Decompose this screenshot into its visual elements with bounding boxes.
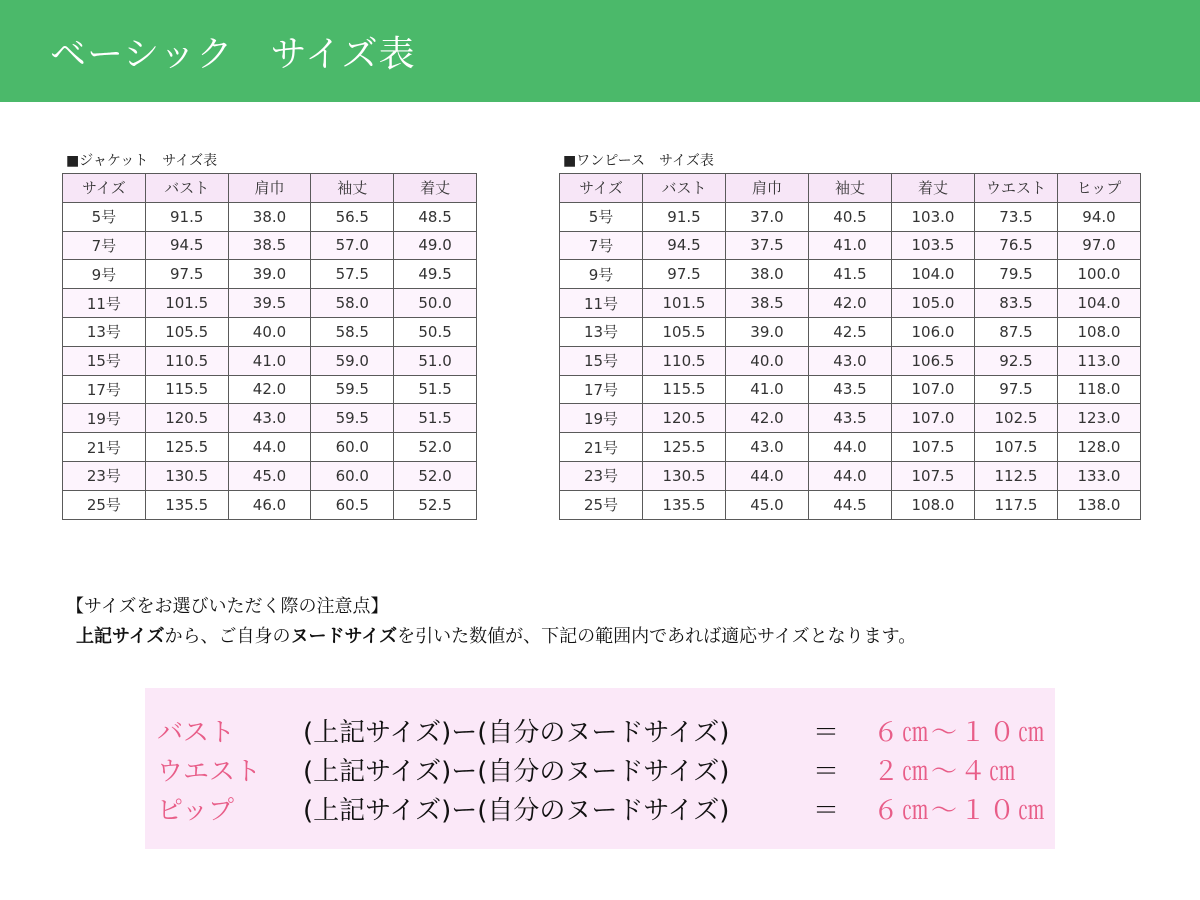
size-cell: 13号 (63, 317, 146, 346)
measurement-cell: 83.5 (975, 289, 1058, 318)
dress-table-caption: ■ワンピース サイズ表 (563, 153, 714, 169)
measurement-cell: 107.5 (975, 433, 1058, 462)
size-cell: 5号 (63, 202, 146, 231)
measurement-cell: 44.5 (809, 490, 892, 519)
measurement-cell: 57.5 (311, 260, 394, 289)
size-cell: 7号 (63, 231, 146, 260)
measurement-cell: 41.0 (228, 346, 311, 375)
measurement-cell: 97.5 (643, 260, 726, 289)
measurement-cell: 49.5 (394, 260, 477, 289)
notes-emphasis-listed-size: 上記サイズ (76, 626, 165, 647)
table-row (560, 289, 1141, 318)
formula-box (145, 688, 1055, 849)
measurement-cell: 94.0 (1058, 202, 1141, 231)
measurement-cell: 138.0 (1058, 490, 1141, 519)
measurement-cell: 107.0 (892, 375, 975, 404)
measurement-cell: 42.5 (809, 317, 892, 346)
measurement-cell: 101.5 (145, 289, 228, 318)
table-row (63, 231, 477, 260)
measurement-cell: 102.5 (975, 404, 1058, 433)
measurement-cell: 130.5 (643, 461, 726, 490)
measurement-cell: 58.0 (311, 289, 394, 318)
notes-heading: 【サイズをお選びいただく際の注意点】 (66, 596, 389, 617)
measurement-cell: 123.0 (1058, 404, 1141, 433)
measurement-cell: 110.5 (145, 346, 228, 375)
measurement-cell: 43.0 (228, 404, 311, 433)
measurement-cell: 92.5 (975, 346, 1058, 375)
size-cell: 11号 (560, 289, 643, 318)
measurement-cell: 40.5 (809, 202, 892, 231)
column-header: 着丈 (892, 174, 975, 203)
measurement-cell: 97.0 (1058, 231, 1141, 260)
measurement-cell: 43.5 (809, 404, 892, 433)
size-cell: 15号 (560, 346, 643, 375)
notes-text: から、ご自身の (164, 626, 291, 647)
formula-result: ６㎝～１０㎝ (873, 796, 1048, 826)
measurement-cell: 40.0 (726, 346, 809, 375)
measurement-cell: 51.5 (394, 404, 477, 433)
size-cell: 13号 (560, 317, 643, 346)
measurement-cell: 133.0 (1058, 461, 1141, 490)
size-cell: 15号 (63, 346, 146, 375)
formula-result: ６㎝～１０㎝ (873, 718, 1048, 748)
formula-expression: (上記サイズ)ー(自分のヌードサイズ) (303, 757, 730, 787)
measurement-cell: 39.0 (228, 260, 311, 289)
measurement-cell: 59.5 (311, 404, 394, 433)
table-row (560, 461, 1141, 490)
size-cell: 19号 (560, 404, 643, 433)
measurement-cell: 94.5 (145, 231, 228, 260)
measurement-cell: 45.0 (228, 461, 311, 490)
size-cell: 11号 (63, 289, 146, 318)
table-row (560, 317, 1141, 346)
measurement-cell: 49.0 (394, 231, 477, 260)
table-header-row (560, 174, 1141, 203)
measurement-cell: 44.0 (726, 461, 809, 490)
table-row (63, 289, 477, 318)
formula-equals: ＝ (813, 718, 840, 748)
measurement-cell: 41.0 (809, 231, 892, 260)
page-title: ベーシック サイズ表 (50, 34, 416, 75)
measurement-cell: 135.5 (643, 490, 726, 519)
size-cell: 21号 (63, 433, 146, 462)
measurement-cell: 103.0 (892, 202, 975, 231)
size-cell: 23号 (63, 461, 146, 490)
measurement-cell: 100.0 (1058, 260, 1141, 289)
table-row (560, 490, 1141, 519)
measurement-cell: 60.0 (311, 461, 394, 490)
measurement-cell: 52.0 (394, 461, 477, 490)
size-cell: 9号 (63, 260, 146, 289)
jacket-table-caption: ■ジャケット サイズ表 (66, 153, 218, 169)
measurement-cell: 108.0 (892, 490, 975, 519)
measurement-cell: 107.5 (892, 461, 975, 490)
table-row (560, 375, 1141, 404)
column-header: バスト (145, 174, 228, 203)
table-row (560, 231, 1141, 260)
table-row (560, 260, 1141, 289)
measurement-cell: 120.5 (145, 404, 228, 433)
column-header: 肩巾 (726, 174, 809, 203)
measurement-cell: 108.0 (1058, 317, 1141, 346)
notes-body (76, 622, 916, 648)
measurement-cell: 40.0 (228, 317, 311, 346)
table-row (63, 317, 477, 346)
notes-emphasis-nude-size: ヌードサイズ (290, 626, 398, 647)
measurement-cell: 58.5 (311, 317, 394, 346)
table-row (63, 202, 477, 231)
measurement-cell: 51.0 (394, 346, 477, 375)
size-cell: 5号 (560, 202, 643, 231)
measurement-cell: 94.5 (643, 231, 726, 260)
measurement-cell: 60.5 (311, 490, 394, 519)
measurement-cell: 43.5 (809, 375, 892, 404)
measurement-cell: 38.0 (726, 260, 809, 289)
measurement-cell: 87.5 (975, 317, 1058, 346)
measurement-cell: 110.5 (643, 346, 726, 375)
measurement-cell: 45.0 (726, 490, 809, 519)
measurement-cell: 41.0 (726, 375, 809, 404)
column-header: サイズ (63, 174, 146, 203)
measurement-cell: 44.0 (809, 461, 892, 490)
column-header: 肩巾 (228, 174, 311, 203)
measurement-cell: 113.0 (1058, 346, 1141, 375)
table-row (63, 375, 477, 404)
measurement-cell: 101.5 (643, 289, 726, 318)
measurement-cell: 39.0 (726, 317, 809, 346)
measurement-cell: 91.5 (643, 202, 726, 231)
measurement-cell: 38.0 (228, 202, 311, 231)
measurement-cell: 106.5 (892, 346, 975, 375)
measurement-cell: 38.5 (726, 289, 809, 318)
measurement-cell: 43.0 (809, 346, 892, 375)
formula-equals: ＝ (813, 796, 840, 826)
measurement-cell: 48.5 (394, 202, 477, 231)
formula-expression: (上記サイズ)ー(自分のヌードサイズ) (303, 796, 730, 826)
size-cell: 23号 (560, 461, 643, 490)
jacket-size-table (62, 173, 477, 520)
size-cell: 17号 (63, 375, 146, 404)
measurement-cell: 130.5 (145, 461, 228, 490)
measurement-cell: 43.0 (726, 433, 809, 462)
measurement-cell: 59.5 (311, 375, 394, 404)
measurement-cell: 46.0 (228, 490, 311, 519)
table-row (560, 433, 1141, 462)
formula-expression: (上記サイズ)ー(自分のヌードサイズ) (303, 718, 730, 748)
measurement-cell: 56.5 (311, 202, 394, 231)
measurement-cell: 37.0 (726, 202, 809, 231)
measurement-cell: 135.5 (145, 490, 228, 519)
measurement-cell: 97.5 (975, 375, 1058, 404)
formula-equals: ＝ (813, 757, 840, 787)
measurement-cell: 125.5 (643, 433, 726, 462)
page-header (0, 0, 1200, 102)
notes-text: を引いた数値が、下記の範囲内であれば適応サイズとなります。 (397, 626, 917, 647)
table-row (63, 490, 477, 519)
measurement-cell: 107.0 (892, 404, 975, 433)
measurement-cell: 128.0 (1058, 433, 1141, 462)
measurement-cell: 50.5 (394, 317, 477, 346)
measurement-cell: 59.0 (311, 346, 394, 375)
column-header: 着丈 (394, 174, 477, 203)
size-cell: 17号 (560, 375, 643, 404)
table-header-row (63, 174, 477, 203)
measurement-cell: 105.5 (643, 317, 726, 346)
measurement-cell: 39.5 (228, 289, 311, 318)
formula-result: ２㎝～４㎝ (873, 757, 1019, 787)
measurement-cell: 105.0 (892, 289, 975, 318)
table-row (63, 433, 477, 462)
measurement-cell: 44.0 (228, 433, 311, 462)
measurement-cell: 42.0 (726, 404, 809, 433)
measurement-cell: 42.0 (228, 375, 311, 404)
formula-label: バスト (157, 718, 236, 748)
size-cell: 9号 (560, 260, 643, 289)
column-header: バスト (643, 174, 726, 203)
measurement-cell: 52.0 (394, 433, 477, 462)
table-row (560, 202, 1141, 231)
table-row (63, 260, 477, 289)
size-cell: 21号 (560, 433, 643, 462)
formula-label: ピップ (157, 796, 234, 826)
measurement-cell: 125.5 (145, 433, 228, 462)
dress-size-table (559, 173, 1141, 520)
table-row (560, 404, 1141, 433)
measurement-cell: 118.0 (1058, 375, 1141, 404)
measurement-cell: 91.5 (145, 202, 228, 231)
measurement-cell: 106.0 (892, 317, 975, 346)
measurement-cell: 60.0 (311, 433, 394, 462)
table-row (63, 404, 477, 433)
measurement-cell: 117.5 (975, 490, 1058, 519)
column-header: 袖丈 (311, 174, 394, 203)
column-header: サイズ (560, 174, 643, 203)
measurement-cell: 120.5 (643, 404, 726, 433)
table-row (63, 461, 477, 490)
measurement-cell: 104.0 (1058, 289, 1141, 318)
measurement-cell: 41.5 (809, 260, 892, 289)
table-row (63, 346, 477, 375)
column-header: ヒップ (1058, 174, 1141, 203)
measurement-cell: 42.0 (809, 289, 892, 318)
measurement-cell: 50.0 (394, 289, 477, 318)
measurement-cell: 105.5 (145, 317, 228, 346)
measurement-cell: 104.0 (892, 260, 975, 289)
size-cell: 7号 (560, 231, 643, 260)
measurement-cell: 103.5 (892, 231, 975, 260)
measurement-cell: 57.0 (311, 231, 394, 260)
measurement-cell: 115.5 (643, 375, 726, 404)
measurement-cell: 73.5 (975, 202, 1058, 231)
measurement-cell: 107.5 (892, 433, 975, 462)
measurement-cell: 51.5 (394, 375, 477, 404)
measurement-cell: 79.5 (975, 260, 1058, 289)
size-cell: 25号 (63, 490, 146, 519)
measurement-cell: 115.5 (145, 375, 228, 404)
column-header: 袖丈 (809, 174, 892, 203)
measurement-cell: 112.5 (975, 461, 1058, 490)
measurement-cell: 76.5 (975, 231, 1058, 260)
measurement-cell: 97.5 (145, 260, 228, 289)
measurement-cell: 37.5 (726, 231, 809, 260)
size-cell: 25号 (560, 490, 643, 519)
size-cell: 19号 (63, 404, 146, 433)
column-header: ウエスト (975, 174, 1058, 203)
measurement-cell: 52.5 (394, 490, 477, 519)
formula-label: ウエスト (157, 757, 262, 787)
table-row (560, 346, 1141, 375)
measurement-cell: 44.0 (809, 433, 892, 462)
measurement-cell: 38.5 (228, 231, 311, 260)
